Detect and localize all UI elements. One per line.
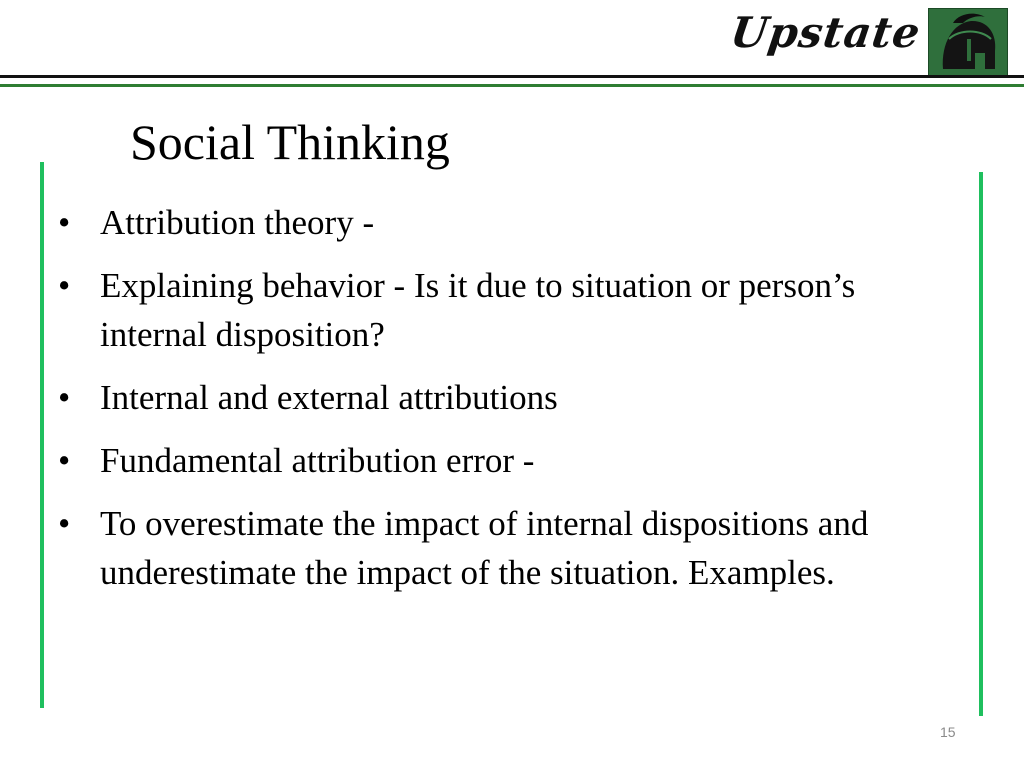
spartan-helmet-icon (928, 8, 1008, 78)
bullet-glyph: • (58, 441, 71, 480)
bullet-item (58, 499, 963, 597)
bullet-item (58, 261, 963, 359)
bullet-glyph: • (58, 378, 71, 417)
bullet-glyph: • (58, 504, 71, 543)
left-accent-bar (40, 162, 44, 708)
bullet-text: Fundamental attribution error - (100, 441, 535, 480)
bullet-glyph: • (58, 203, 71, 242)
bullet-text: Explaining behavior - Is it due to situation or person’s internal disposition? (100, 266, 856, 354)
bullet-list (58, 198, 963, 611)
slide-title: Social Thinking (130, 114, 450, 170)
page-number: 15 (940, 724, 956, 740)
brand-wordmark: Upstate (727, 8, 924, 57)
header-rule-black (0, 75, 1024, 78)
bullet-text: To overestimate the impact of internal dispositions and underestimate the impact of the situation. Examples. (100, 504, 869, 592)
bullet-text: Attribution theory - (100, 203, 375, 242)
bullet-item (58, 436, 963, 485)
brand-header (727, 6, 1024, 76)
bullet-text: Internal and external attributions (100, 378, 558, 417)
header-rule-green (0, 84, 1024, 87)
bullet-glyph: • (58, 266, 71, 305)
bullet-item (58, 198, 963, 247)
bullet-item (58, 373, 963, 422)
right-accent-bar (979, 172, 983, 716)
